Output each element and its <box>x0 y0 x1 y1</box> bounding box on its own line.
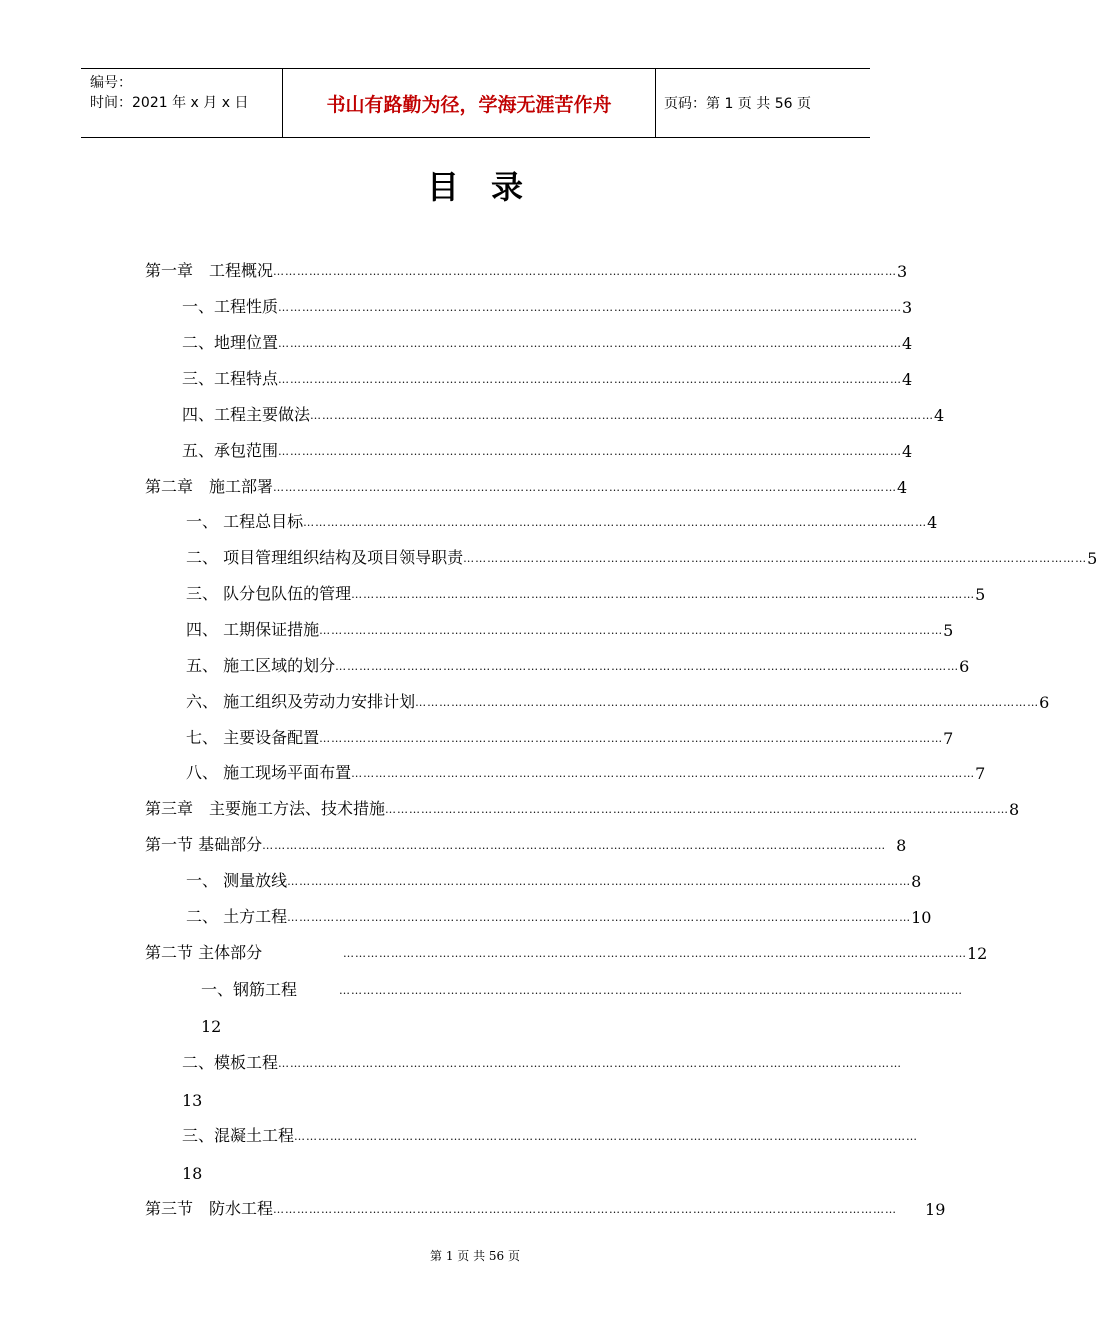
header-divider <box>655 69 656 137</box>
toc-page: 4 <box>897 478 908 497</box>
toc-label: 七、 主要设备配置 <box>186 728 320 747</box>
toc-page: 4 <box>902 370 913 389</box>
time-label: 时间：2021 年 x 月 x 日 <box>90 95 249 111</box>
toc-page: 4 <box>902 442 913 461</box>
toc-row[interactable] <box>186 726 954 748</box>
toc-page: 6 <box>1039 693 1050 712</box>
toc-row[interactable] <box>145 1197 946 1219</box>
toc-page: 6 <box>959 657 970 676</box>
toc-row[interactable] <box>145 259 908 281</box>
toc-leader: ………………………………………………………………………………………………………………………………………… <box>351 588 976 601</box>
toc-row[interactable] <box>182 439 913 461</box>
toc-row[interactable] <box>182 1051 903 1073</box>
toc-row[interactable] <box>145 941 988 963</box>
toc-row[interactable] <box>145 833 907 855</box>
toc-leader: ………………………………………………………………………………………………………………………………………… <box>415 696 1040 709</box>
toc-page: 10 <box>911 908 932 927</box>
toc-leader: ………………………………………………………………………………………………………………………………………… <box>278 1057 903 1070</box>
toc-label: 二、模板工程 <box>182 1053 279 1072</box>
toc-page: 4 <box>902 334 913 353</box>
toc-leader: ………………………………………………………………………………………………………………………………………… <box>335 660 960 673</box>
toc-page: 8 <box>911 872 922 891</box>
toc-page: 12 <box>201 1017 222 1036</box>
toc-page: 4 <box>934 406 945 425</box>
toc-leader: ………………………………………………………………………………………………………………………………………… <box>294 1130 919 1143</box>
page-footer: 第 1 页 共 56 页 <box>430 1249 520 1263</box>
toc-page: 8 <box>1009 800 1020 819</box>
toc-leader: ………………………………………………………………………………………………………………………………………… <box>273 265 898 278</box>
toc-label: 一、 测量放线 <box>186 871 288 890</box>
toc-page-wrap <box>182 1088 242 1110</box>
toc-label: 四、 工期保证措施 <box>186 620 320 639</box>
toc-row[interactable] <box>145 475 908 497</box>
toc-row[interactable] <box>186 618 954 640</box>
toc-row[interactable] <box>182 403 945 425</box>
toc-label: 六、 施工组织及劳动力安排计划 <box>186 692 416 711</box>
toc-page: 5 <box>943 621 954 640</box>
page-header <box>81 68 870 138</box>
toc-row[interactable] <box>186 869 922 891</box>
toc-page: 3 <box>902 298 913 317</box>
header-motto: 书山有路勤为径，学海无涯苦作舟 <box>326 93 612 116</box>
toc-label: 第二节 主体部分 <box>145 943 263 962</box>
toc-leader: ………………………………………………………………………………………………………………………………………… <box>319 732 944 745</box>
toc-row[interactable] <box>182 295 913 317</box>
toc-page: 8 <box>896 836 907 855</box>
toc-label: 八、 施工现场平面布置 <box>186 763 352 782</box>
toc-label: 二、 土方工程 <box>186 907 288 926</box>
page-title: 目录 <box>426 168 555 206</box>
toc-row[interactable] <box>186 546 1097 568</box>
toc-row[interactable] <box>145 797 1020 819</box>
toc-leader: ………………………………………………………………………………………………………………………………………… <box>351 767 976 780</box>
toc-label: 三、工程特点 <box>182 369 279 388</box>
toc-label: 三、混凝土工程 <box>182 1126 295 1145</box>
toc-row[interactable] <box>186 582 986 604</box>
toc-leader: ………………………………………………………………………………………………………………………………………… <box>343 947 967 960</box>
toc-leader: ………………………………………………………………………………………………………………………………………… <box>303 516 928 529</box>
toc-leader: ………………………………………………………………………………………………………………………………………… <box>273 1203 898 1216</box>
toc-label: 五、承包范围 <box>182 441 279 460</box>
toc-label: 第三章 主要施工方法、技术措施 <box>145 799 386 818</box>
toc-label: 第三节 防水工程 <box>145 1199 274 1218</box>
toc-label: 五、 施工区域的划分 <box>186 656 336 675</box>
toc-leader: ………………………………………………………………………………………………………………………………………… <box>287 875 912 888</box>
toc-leader: ………………………………………………………………………………………………………………………………………… <box>287 911 912 924</box>
toc-row[interactable] <box>186 761 986 783</box>
toc-page: 3 <box>897 262 908 281</box>
header-page-info: 页码：第 1 页 共 56 页 <box>664 96 811 112</box>
toc-page: 7 <box>943 729 954 748</box>
toc-label: 三、 队分包队伍的管理 <box>186 584 352 603</box>
toc-label: 第一章 工程概况 <box>145 261 274 280</box>
toc-leader: ………………………………………………………………………………………………………………………………………… <box>385 803 1010 816</box>
toc-label: 一、 工程总目标 <box>186 512 304 531</box>
toc-leader: ………………………………………………………………………………………………………………………………………… <box>278 373 903 386</box>
toc-page: 5 <box>1087 549 1097 568</box>
number-label: 编号： <box>90 75 132 91</box>
toc-row[interactable] <box>201 978 963 1000</box>
toc-row[interactable] <box>186 510 938 532</box>
toc-row[interactable] <box>182 331 913 353</box>
toc-leader: ………………………………………………………………………………………………………………………………………… <box>278 445 903 458</box>
toc-label: 第二章 施工部署 <box>145 477 274 496</box>
toc-page: 12 <box>967 944 988 963</box>
toc-label: 二、 项目管理组织结构及项目领导职责 <box>186 548 464 567</box>
toc-page: 13 <box>182 1091 203 1110</box>
toc-page: 7 <box>975 764 986 783</box>
toc-row[interactable] <box>186 690 1050 712</box>
toc-label: 一、工程性质 <box>182 297 279 316</box>
toc-page: 5 <box>975 585 986 604</box>
header-left <box>90 73 248 113</box>
toc-leader: ………………………………………………………………………………………………………………………………………… <box>273 481 898 494</box>
toc-label: 四、工程主要做法 <box>182 405 311 424</box>
toc-leader: ………………………………………………………………………………………………………………………………………… <box>319 624 944 637</box>
toc-label: 第一节 基础部分 <box>145 835 263 854</box>
toc-page-wrap <box>201 1014 261 1036</box>
toc-row[interactable] <box>186 654 970 676</box>
toc-leader: ………………………………………………………………………………………………………………………………………… <box>463 552 1088 565</box>
toc-row[interactable] <box>182 367 913 389</box>
toc-leader: ………………………………………………………………………………………………………………………………………… <box>310 409 935 422</box>
toc-leader: ………………………………………………………………………………………………………………………………………… <box>278 337 903 350</box>
toc-page: 4 <box>927 513 938 532</box>
toc-leader: ………………………………………………………………………………………………………………………………………… <box>339 984 963 997</box>
toc-page: 19 <box>925 1200 946 1219</box>
toc-label: 二、地理位置 <box>182 333 279 352</box>
toc-label: 一、钢筋工程 <box>201 980 298 999</box>
toc-leader: ………………………………………………………………………………………………………………………………………… <box>278 301 903 314</box>
toc-page-wrap <box>182 1161 242 1183</box>
toc-row[interactable] <box>186 905 932 927</box>
toc-row[interactable] <box>182 1124 919 1146</box>
toc-leader: ………………………………………………………………………………………………………………………………………… <box>262 839 887 852</box>
toc-page: 18 <box>182 1164 203 1183</box>
